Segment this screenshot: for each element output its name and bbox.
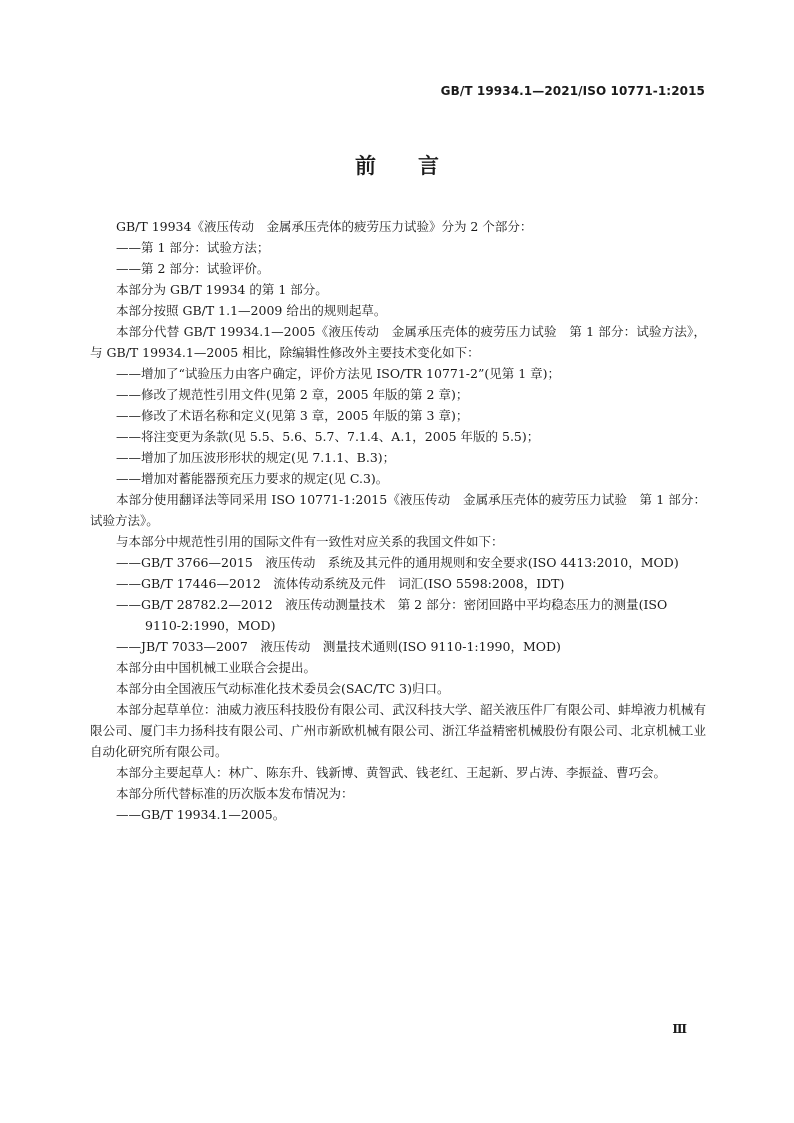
list-item: ——JB/T 7033—2007 液压传动 测量技术通则(ISO 9110-1:1990，MOD): [116, 639, 561, 654]
list-item: ——第 2 部分：试验评价。: [116, 261, 270, 276]
list-item: ——修改了术语名称和定义(见第 3 章，2005 年版的第 3 章)；: [116, 408, 469, 423]
list-item: ——第 1 部分：试验方法；: [116, 240, 270, 255]
list-item: ——GB/T 19934.1—2005。: [116, 807, 286, 822]
body-paragraph: 本部分所代替标准的历次版本发布情况为：: [116, 786, 354, 801]
body-paragraph: 本部分起草单位：油威力液压科技股份有限公司、武汉科技大学、韶关液压件厂有限公司、蚌埠液力机械有限公司、厦门丰力扬科技有限公司、广州市新欧机械有限公司、浙江华益精密机械股份有限公司、北京机械工业自动化研究所有限公司。: [90, 702, 706, 759]
body-paragraph: 本部分代替 GB/T 19934.1—2005《液压传动 金属承压壳体的疲劳压力试验 第 1 部分：试验方法》，与 GB/T 19934.1—2005 相比，除编辑性修改外主要技术变化如下：: [90, 324, 706, 360]
body-paragraph: 与本部分中规范性引用的国际文件有一致性对应关系的我国文件如下：: [116, 534, 504, 549]
body-paragraph: 本部分为 GB/T 19934 的第 1 部分。: [116, 282, 328, 297]
body-paragraph: 本部分按照 GB/T 1.1—2009 给出的规则起草。: [116, 303, 387, 318]
body-paragraph: 本部分由中国机械工业联合会提出。: [116, 660, 317, 675]
list-item: ——GB/T 17446—2012 流体传动系统及元件 词汇(ISO 5598:2008，IDT): [116, 576, 565, 591]
list-item: ——将注变更为条款(见 5.5、5.6、5.7、7.1.4、A.1，2005 年版的 5.5)；: [116, 429, 540, 444]
body-paragraph: 本部分使用翻译法等同采用 ISO 10771-1:2015《液压传动 金属承压壳体的疲劳压力试验 第 1 部分：试验方法》。: [90, 492, 706, 528]
page-title: 前言: [355, 154, 481, 178]
body-paragraph: 本部分由全国液压气动标准化技术委员会(SAC/TC 3)归口。: [116, 681, 450, 696]
document-body: [90, 216, 706, 825]
list-item: ——增加了“试验压力由客户确定，评价方法见 ISO/TR 10771-2”(见第 1 章)；: [116, 366, 561, 381]
page-number: Ⅲ: [672, 1022, 687, 1036]
body-paragraph: GB/T 19934《液压传动 金属承压壳体的疲劳压力试验》分为 2 个部分：: [116, 219, 533, 234]
list-item: ——增加对蓄能器预充压力要求的规定(见 C.3)。: [116, 471, 389, 486]
list-item: ——修改了规范性引用文件(见第 2 章，2005 年版的第 2 章)；: [116, 387, 469, 402]
list-item: ——GB/T 28782.2—2012 液压传动测量技术 第 2 部分：密闭回路中平均稳态压力的测量(ISO 9110-2:1990，MOD): [116, 597, 668, 633]
standard-code-header: GB/T 19934.1—2021/ISO 10771-1:2015: [440, 84, 705, 98]
list-item: ——增加了加压波形形状的规定(见 7.1.1、B.3)；: [116, 450, 396, 465]
body-paragraph: 本部分主要起草人：林广、陈东升、钱新博、黄智武、钱老红、王起新、罗占涛、李振益、曹巧会。: [116, 765, 667, 780]
list-item: ——GB/T 3766—2015 液压传动 系统及其元件的通用规则和安全要求(ISO 4413:2010，MOD): [116, 555, 679, 570]
